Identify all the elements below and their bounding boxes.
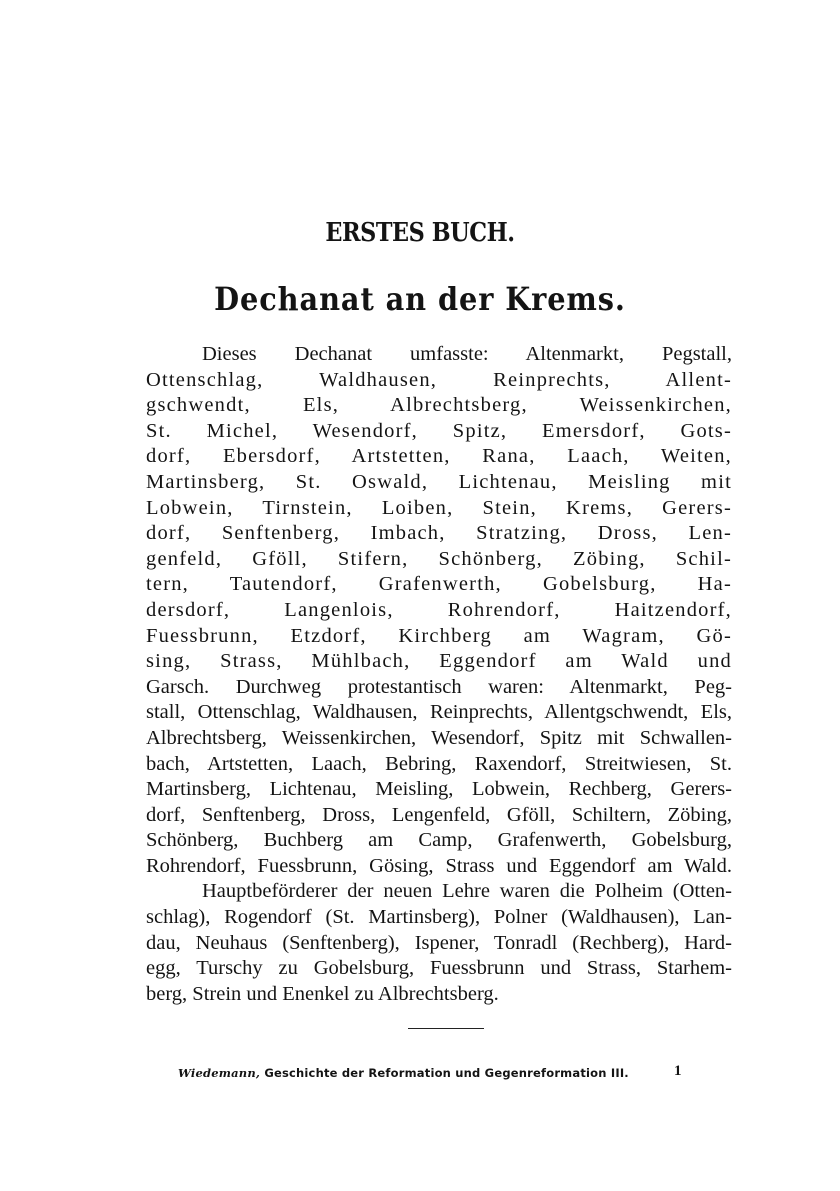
text-line: stall, Ottenschlag, Waldhausen, Reinprechts, Allentgschwendt, Els, (146, 701, 732, 724)
chapter-title: Dechanat an der Krems. (214, 280, 626, 318)
text-line: Schönberg, Buchberg am Camp, Grafenwerth, Gobelsburg, (146, 829, 732, 852)
page-number: 1 (674, 1063, 682, 1079)
body-text (146, 342, 732, 1007)
text-line: Lobwein, Tirnstein, Loiben, Stein, Krems, Gerers- (146, 496, 732, 519)
text-line: Hauptbeförderer der neuen Lehre waren die Polheim (Otten- (202, 880, 732, 903)
text-line: berg, Strein und Enenkel zu Albrechtsberg. (146, 982, 499, 1005)
text-line: Garsch. Durchweg protestantisch waren: Altenmarkt, Peg- (146, 675, 732, 698)
text-line: St. Michel, Wesendorf, Spitz, Emersdorf, Gots- (146, 419, 732, 442)
text-line: Fuessbrunn, Etzdorf, Kirchberg am Wagram, Gö- (146, 624, 732, 647)
text-line: Dieses Dechanat umfasste: Altenmarkt, Pegstall, (202, 343, 732, 365)
section-divider (408, 1028, 484, 1029)
footer-reference (178, 1066, 629, 1080)
text-line: Martinsberg, Lichtenau, Meisling, Lobwein, Rechberg, Gerers- (146, 778, 732, 801)
text-line: bach, Artstetten, Laach, Bebring, Raxendorf, Streitwiesen, St. (146, 752, 732, 775)
text-line: tern, Tautendorf, Grafenwerth, Gobelsburg, Ha- (146, 573, 732, 596)
text-line: dau, Neuhaus (Senftenberg), Ispener, Tonradl (Rechberg), Hard- (146, 931, 732, 954)
text-line: dorf, Senftenberg, Dross, Lengenfeld, Gföll, Schiltern, Zöbing, (146, 803, 732, 826)
text-line: sing, Strass, Mühlbach, Eggendorf am Wald und (146, 650, 732, 673)
text-line: egg, Turschy zu Gobelsburg, Fuessbrunn und Strass, Starhem- (146, 957, 732, 980)
text-line: schlag), Rogendorf (St. Martinsberg), Polner (Waldhausen), Lan- (146, 906, 732, 929)
text-line: Albrechtsberg, Weissenkirchen, Wesendorf, Spitz mit Schwallen- (146, 726, 732, 749)
text-line: gschwendt, Els, Albrechtsberg, Weissenkirchen, (146, 394, 732, 417)
text-line: dorf, Senftenberg, Imbach, Stratzing, Dross, Len- (146, 522, 732, 545)
footer-title: Geschichte der Reformation und Gegenreformation III. (264, 1066, 629, 1080)
text-line: genfeld, Gföll, Stifern, Schönberg, Zöbing, Schil- (146, 547, 732, 570)
footer-author: Wiedemann, (178, 1066, 261, 1080)
book-title: ERSTES BUCH. (325, 218, 515, 248)
text-line: Ottenschlag, Waldhausen, Reinprechts, Allent- (146, 368, 732, 391)
text-line: Rohrendorf, Fuessbrunn, Gösing, Strass und Eggendorf am Wald. (146, 854, 732, 877)
text-line: dorf, Ebersdorf, Artstetten, Rana, Laach, Weiten, (146, 445, 732, 468)
text-line: dersdorf, Langenlois, Rohrendorf, Haitzendorf, (146, 598, 732, 621)
text-line: Martinsberg, St. Oswald, Lichtenau, Meisling mit (146, 470, 732, 493)
